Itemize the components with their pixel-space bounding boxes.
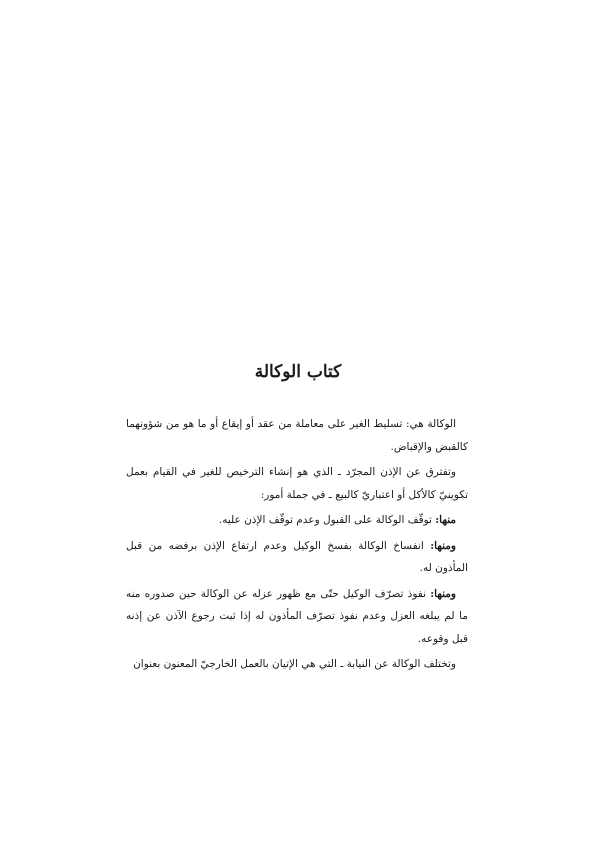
- paragraph-distinction: [126, 461, 468, 506]
- paragraph-text: الوكالة هي: تسليط الغير على معاملة من عقد أو إيقاع أو ما هو من شؤونهما كالقبض والإقباض.: [126, 418, 468, 453]
- paragraph-dissolution: [126, 535, 468, 580]
- paragraph-text: نفوذ تصرّف الوكيل حتّى مع ظهور عزله عن الوكالة حين صدوره منه ما لم يبلغه العزل وعدم نفوذ تصرّف المأذون له إذا ثبت رجوع الآذن عن إذنه قبل وقوعه.: [126, 587, 468, 645]
- paragraph-lead: منها:: [435, 514, 456, 526]
- paragraph-definition: [126, 413, 468, 458]
- paragraph-text: انفساخ الوكالة بفسخ الوكيل وعدم ارتفاع الإذن برفضه من قبل المأذون له.: [126, 539, 468, 574]
- paragraph-lead: ومنها:: [430, 539, 456, 552]
- paragraph-text: وتفترق عن الإذن المجرّد ـ الذي هو إنشاء الترخيص للغير في القيام بعمل تكوينيّ كالأكل أو اعتباريّ كالبيع ـ في جملة أمور:: [126, 466, 468, 501]
- paragraph-acceptance: [126, 509, 468, 532]
- paragraph-representation: [126, 653, 468, 676]
- page-title: كتاب الوكالة: [254, 362, 342, 382]
- paragraph-execution: [126, 583, 468, 651]
- document-body: [126, 413, 468, 679]
- paragraph-text: وتختلف الوكالة عن النيابة ـ التي هي الإتيان بالعمل الخارجيّ المعنون بعنوان: [133, 658, 456, 670]
- paragraph-text: توقّف الوكالة على القبول وعدم توقّف الإذن عليه.: [218, 514, 436, 526]
- paragraph-lead: ومنها:: [430, 587, 456, 600]
